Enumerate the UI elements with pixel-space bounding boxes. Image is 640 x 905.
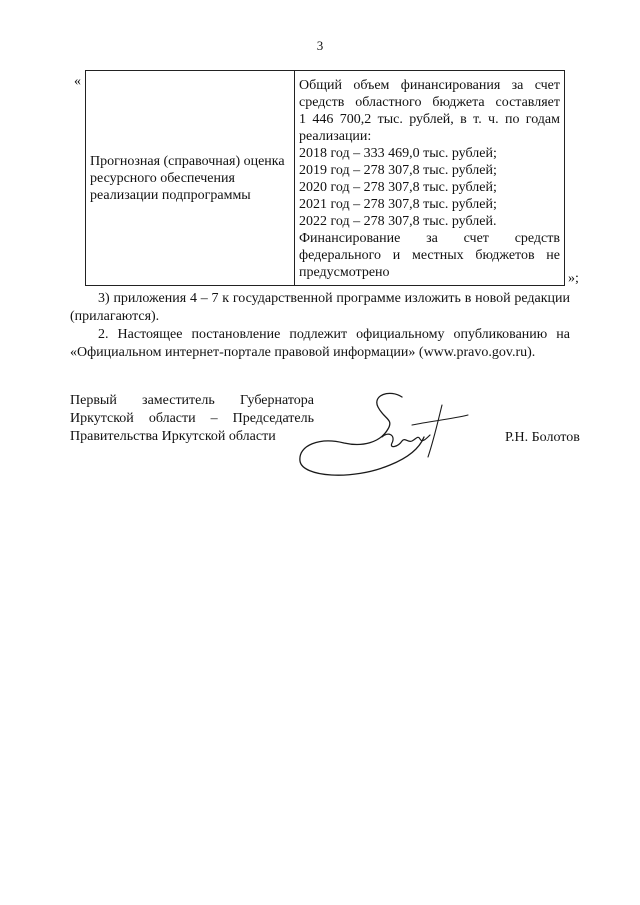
table-cell-label: Прогнозная (справочная) оценка ресурсного обеспечения реализации подпрограммы xyxy=(86,71,295,286)
financing-intro-line: средств областного бюджета составляет xyxy=(299,94,560,110)
financing-note-line: Финансирование за счет средств xyxy=(299,230,560,246)
financing-intro-line: реализации: xyxy=(299,128,372,144)
financing-year-line: 2018 год – 333 469,0 тыс. рублей; xyxy=(299,145,497,161)
signatory-name: Р.Н. Болотов xyxy=(505,430,580,445)
financing-note-line: федерального и местных бюджетов не xyxy=(299,247,560,263)
opening-quote: « xyxy=(74,74,81,89)
financing-intro-line: 1 446 700,2 тыс. рублей, в т. ч. по годам xyxy=(299,111,560,127)
financing-year-line: 2020 год – 278 307,8 тыс. рублей; xyxy=(299,179,497,195)
signatory-position-line: Правительства Иркутской области xyxy=(70,429,276,444)
subprogram-passport-table xyxy=(85,70,565,286)
handwritten-signature xyxy=(292,385,472,485)
financing-year-line: 2019 год – 278 307,8 тыс. рублей; xyxy=(299,162,497,178)
page-number: 3 xyxy=(316,38,324,53)
financing-intro-line: Общий объем финансирования за счет xyxy=(299,77,560,93)
table-cell-financing xyxy=(295,71,565,286)
financing-note-line: предусмотрено xyxy=(299,264,390,280)
financing-year-line: 2021 год – 278 307,8 тыс. рублей; xyxy=(299,196,497,212)
signatory-position xyxy=(70,392,314,446)
signatory-position-line: Первый заместитель Губернатора xyxy=(70,393,314,408)
paragraph-appendices: 3) приложения 4 – 7 к государственной программе изложить в новой редакции (прилагаются). xyxy=(70,291,570,324)
paragraph-publication: 2. Настоящее постановление подлежит официальному опубликованию на «Официальном интернет-портале правовой информации» (www.pravo.gov.ru). xyxy=(70,327,570,360)
signatory-position-line: Иркутской области – Председатель xyxy=(70,411,314,426)
table-row xyxy=(86,71,565,286)
closing-quote: »; xyxy=(568,271,579,286)
financing-year-line: 2022 год – 278 307,8 тыс. рублей. xyxy=(299,213,497,229)
